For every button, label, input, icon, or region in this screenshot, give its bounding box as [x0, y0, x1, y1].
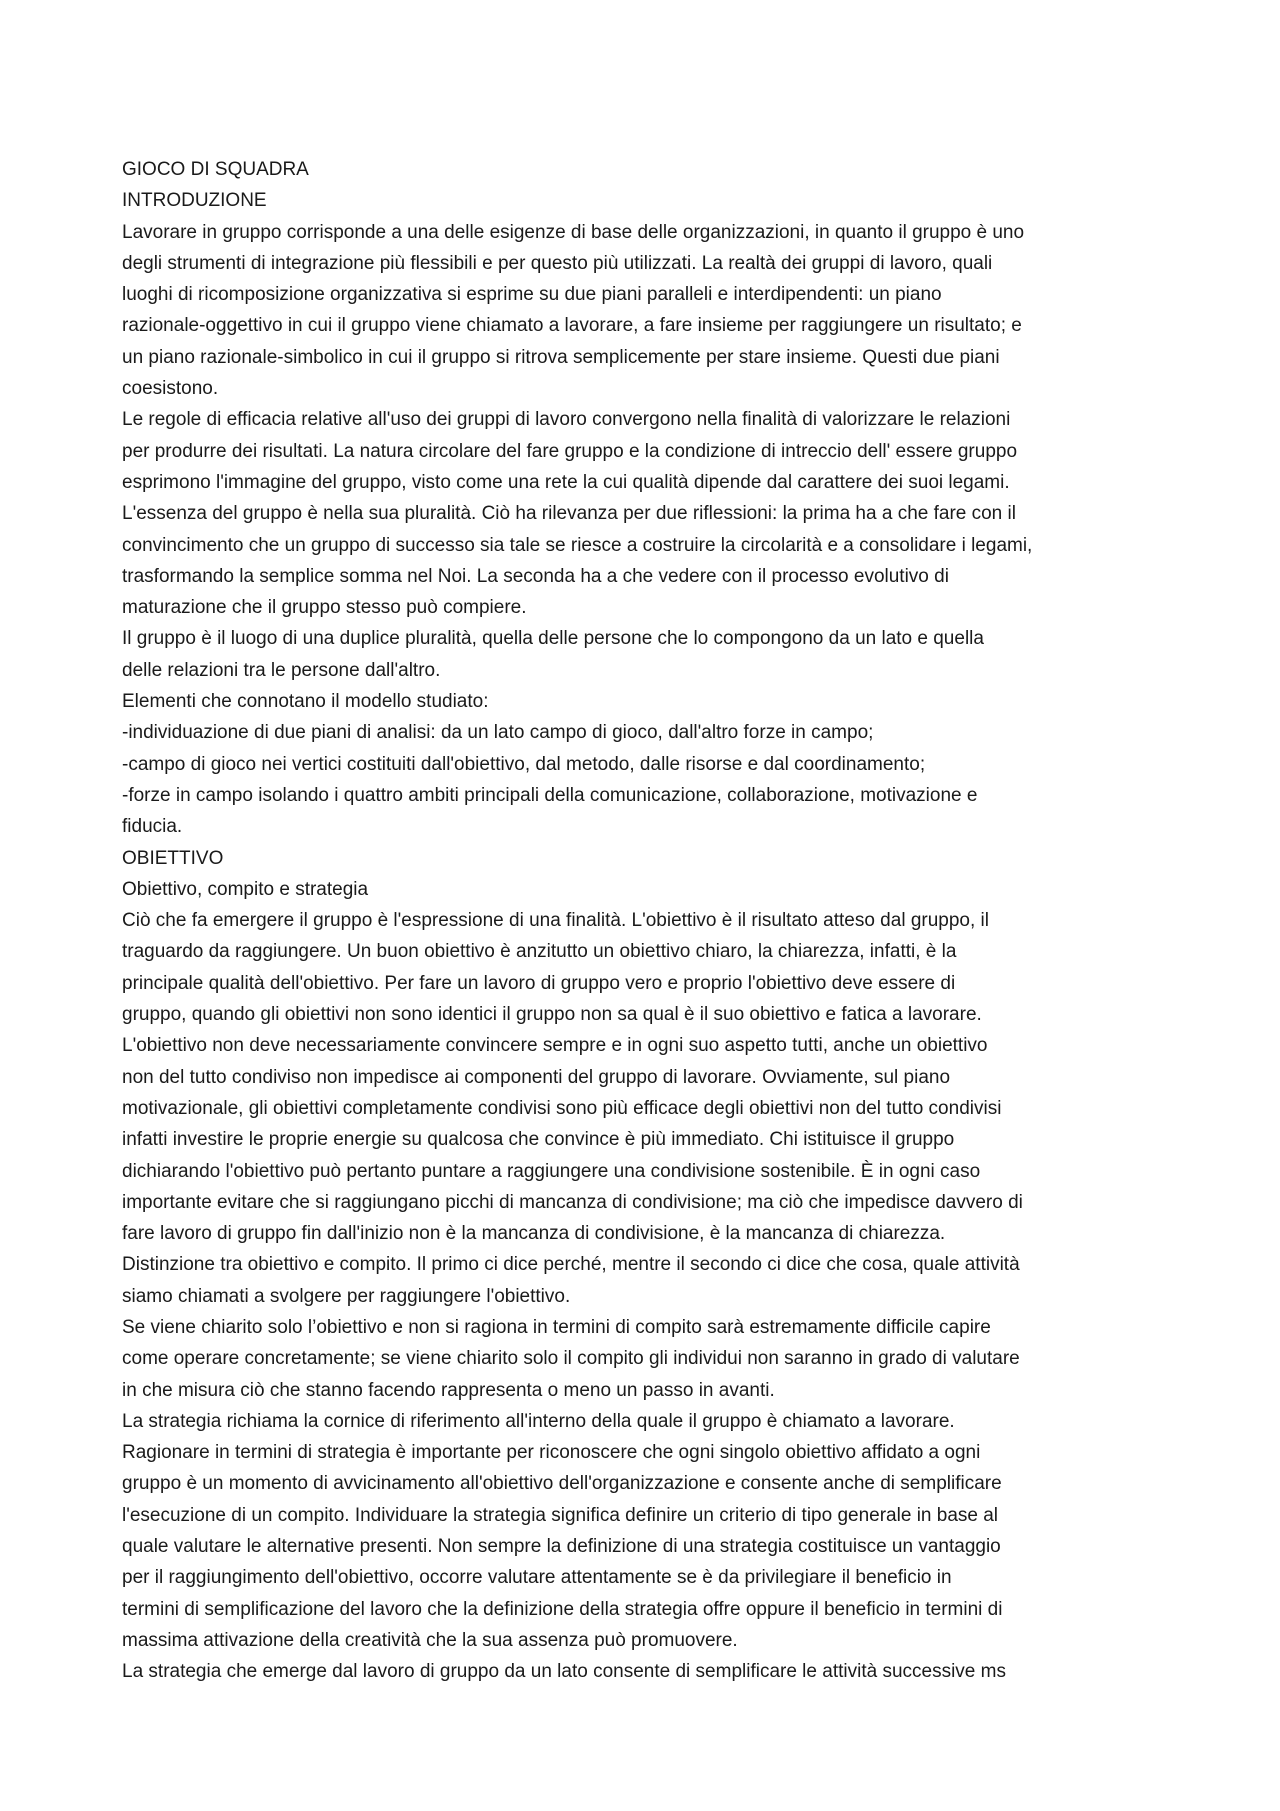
- text-line: gruppo è un momento di avvicinamento all'obiettivo dell'organizzazione e consente anche di semplificare: [122, 1473, 1002, 1495]
- text-line: La strategia che emerge dal lavoro di gruppo da un lato consente di semplificare le attività successive ms: [122, 1661, 1006, 1683]
- text-line: trasformando la semplice somma nel Noi. La seconda ha a che vedere con il processo evolutivo di: [122, 565, 949, 587]
- text-line: fare lavoro di gruppo fin dall'inizio non è la mancanza di condivisione, è la mancanza di chiarezza.: [122, 1223, 946, 1245]
- text-line: degli strumenti di integrazione più flessibili e per questo più utilizzati. La realtà dei gruppi di lavoro, quali: [122, 252, 993, 274]
- document-page: [122, 154, 1172, 1688]
- text-line: L'obiettivo non deve necessariamente convincere sempre e in ogni suo aspetto tutti, anche un obiettivo: [122, 1035, 988, 1057]
- text-line: come operare concretamente; se viene chiarito solo il compito gli individui non saranno in grado di valutare: [122, 1348, 1020, 1370]
- text-line: esprimono l'immagine del gruppo, visto come una rete la cui qualità dipende dal carattere dei suoi legami.: [122, 471, 1010, 493]
- text-line: Lavorare in gruppo corrisponde a una delle esigenze di base delle organizzazioni, in quanto il gruppo è uno: [122, 221, 1025, 243]
- text-line: Se viene chiarito solo l’obiettivo e non si ragiona in termini di compito sarà estremamente difficile capire: [122, 1316, 991, 1338]
- text-line: per il raggiungimento dell'obiettivo, occorre valutare attentamente se è da privilegiare il beneficio in: [122, 1567, 952, 1589]
- text-line: maturazione che il gruppo stesso può compiere.: [122, 597, 527, 619]
- list-item: fiducia.: [122, 816, 183, 838]
- text-line: importante evitare che si raggiungano picchi di mancanza di condivisione; ma ciò che impedisce davvero di: [122, 1191, 1023, 1213]
- text-line: L'essenza del gruppo è nella sua pluralità. Ciò ha rilevanza per due riflessioni: la prima ha a che fare con il: [122, 503, 1016, 525]
- text-line: Le regole di efficacia relative all'uso dei gruppi di lavoro convergono nella finalità di valorizzare le relazioni: [122, 409, 1011, 431]
- text-line: gruppo, quando gli obiettivi non sono identici il gruppo non sa qual è il suo obiettivo e fatica a lavorare.: [122, 1004, 982, 1026]
- document-title: GIOCO DI SQUADRA: [122, 159, 309, 180]
- list-item: -individuazione di due piani di analisi: da un lato campo di gioco, dall'altro forze in campo;: [122, 722, 874, 744]
- text-line: delle relazioni tra le persone dall'altro.: [122, 659, 441, 681]
- text-line: convincimento che un gruppo di successo sia tale se riesce a costruire la circolarità e a consolidare i legami,: [122, 534, 1033, 556]
- subheading: Obiettivo, compito e strategia: [122, 878, 369, 900]
- text-line: Ragionare in termini di strategia è importante per riconoscere che ogni singolo obiettivo affidato a ogni: [122, 1442, 981, 1464]
- text-line: Il gruppo è il luogo di una duplice pluralità, quella delle persone che lo compongono da un lato e quella: [122, 628, 984, 650]
- text-line: siamo chiamati a svolgere per raggiungere l'obiettivo.: [122, 1285, 571, 1307]
- list-item: -campo di gioco nei vertici costituiti dall'obiettivo, dal metodo, dalle risorse e dal coordinamento;: [122, 753, 926, 775]
- text-line: un piano razionale-simbolico in cui il gruppo si ritrova semplicemente per stare insieme. Questi due piani: [122, 346, 1000, 368]
- section-heading-introduzione: INTRODUZIONE: [122, 190, 267, 212]
- text-line: l'esecuzione di un compito. Individuare la strategia significa definire un criterio di tipo generale in base al: [122, 1504, 999, 1526]
- text-line: traguardo da raggiungere. Un buon obiettivo è anzitutto un obiettivo chiaro, la chiarezza, infatti, è la: [122, 941, 957, 963]
- text-line: Ciò che fa emergere il gruppo è l'espressione di una finalità. L'obiettivo è il risultato atteso dal gruppo, il: [122, 910, 989, 932]
- text-line: Elementi che connotano il modello studiato:: [122, 691, 489, 713]
- text-line: massima attivazione della creatività che la sua assenza può promuovere.: [122, 1629, 738, 1651]
- text-line: per produrre dei risultati. La natura circolare del fare gruppo e la condizione di intreccio dell' essere gruppo: [122, 440, 1018, 462]
- text-line: Distinzione tra obiettivo e compito. Il primo ci dice perché, mentre il secondo ci dice che cosa, quale attività: [122, 1254, 1020, 1276]
- text-line: luoghi di ricomposizione organizzativa si esprime su due piani paralleli e interdipendenti: un piano: [122, 284, 942, 306]
- text-line: coesistono.: [122, 378, 219, 400]
- text-line: in che misura ciò che stanno facendo rappresenta o meno un passo in avanti.: [122, 1379, 775, 1401]
- section-heading-obiettivo: OBIETTIVO: [122, 847, 224, 869]
- list-item: -forze in campo isolando i quattro ambiti principali della comunicazione, collaborazione, motivazione e: [122, 784, 978, 806]
- text-line: quale valutare le alternative presenti. Non sempre la definizione di una strategia costituisce un vantaggio: [122, 1536, 1001, 1558]
- text-line: principale qualità dell'obiettivo. Per fare un lavoro di gruppo vero e proprio l'obiettivo deve essere di: [122, 972, 956, 994]
- text-line: razionale-oggettivo in cui il gruppo viene chiamato a lavorare, a fare insieme per raggiungere un risultato; e: [122, 315, 1022, 337]
- text-line: motivazionale, gli obiettivi completamente condivisi sono più efficace degli obiettivi non del tutto condivisi: [122, 1097, 1002, 1119]
- text-line: termini di semplificazione del lavoro che la definizione della strategia offre oppure il beneficio in termini di: [122, 1598, 1003, 1620]
- text-line: infatti investire le proprie energie su qualcosa che convince è più immediato. Chi istituisce il gruppo: [122, 1129, 955, 1151]
- text-line: La strategia richiama la cornice di riferimento all'interno della quale il gruppo è chiamato a lavorare.: [122, 1410, 955, 1432]
- text-line: dichiarando l'obiettivo può pertanto puntare a raggiungere una condivisione sostenibile. È in ogni caso: [122, 1160, 981, 1182]
- text-line: non del tutto condiviso non impedisce ai componenti del gruppo di lavorare. Ovviamente, sul piano: [122, 1066, 951, 1088]
